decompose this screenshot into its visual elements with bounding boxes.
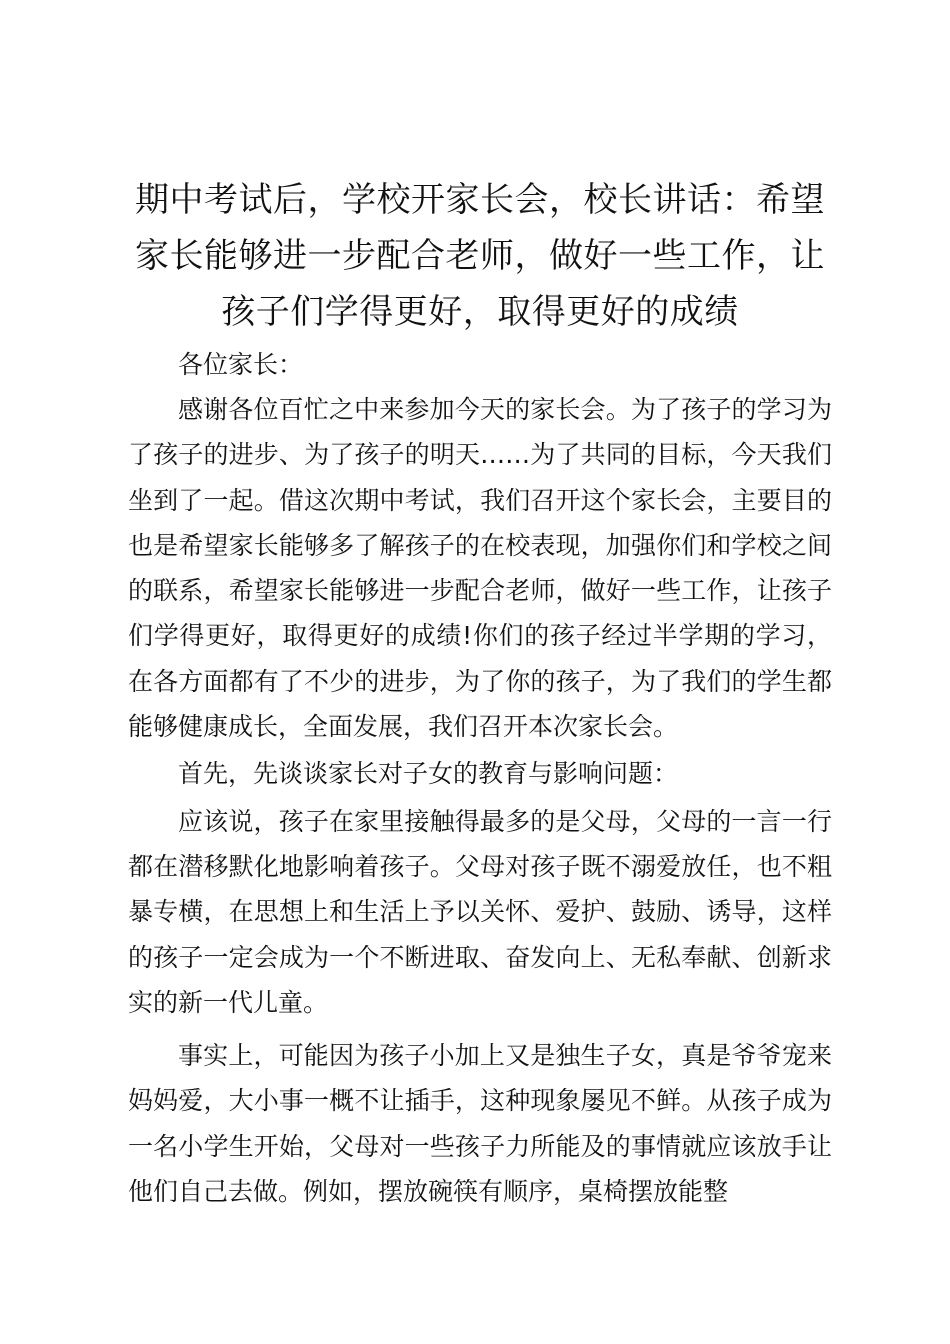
title-line: 家长能够进一步配合老师，做好一些工作，让: [135, 236, 825, 276]
paragraph-topic-heading: 首先，先谈谈家长对子女的教育与影响问题：: [178, 759, 679, 789]
paragraph-opening: 感谢各位百忙之中来参加今天的家长会。为了孩子的学习为了孩子的进步、为了孩子的明天……为了共同的目标，今天我们坐到了一起。借这次期中考试，我们召开这个家长会，主要目的也是希望家长能够多了解孩子的在校表现，加强你们和学校之间的联系，希望家长能够进一步配合老师，做好一些工作，让孩子们学得更好，取得更好的成绩!你们的孩子经过半学期的学习，在各方面都有了不少的进步，为了你的孩子，为了我们的学生都能够健康成长，全面发展，我们召开本次家长会。: [128, 395, 832, 742]
paragraph-independence: 事实上，可能因为孩子小加上又是独生子女，真是爷爷宠来妈妈爱，大小事一概不让插手，这种现象屡见不鲜。从孩子成为一名小学生开始，父母对一些孩子力所能及的事情就应该放手让他们自己去做。例如，摆放碗筷有顺序，桌椅摆放能整: [128, 1041, 832, 1207]
document-title: [128, 172, 832, 340]
salutation: 各位家长：: [178, 350, 304, 379]
title-line: 期中考试后，学校开家长会，校长讲话：希望: [135, 180, 825, 220]
paragraph-parent-influence: 应该说，孩子在家里接触得最多的是父母，父母的一言一行都在潜移默化地影响着孩子。父母对孩子既不溺爱放任，也不粗暴专横，在思想上和生活上予以关怀、爱护、鼓励、诱导，这样的孩子一定会成为一个不断进取、奋发向上、无私奉献、创新求实的新一代儿童。: [128, 806, 832, 1017]
title-line: 孩子们学得更好，取得更好的成绩: [221, 292, 739, 332]
document-page: [128, 172, 832, 1214]
